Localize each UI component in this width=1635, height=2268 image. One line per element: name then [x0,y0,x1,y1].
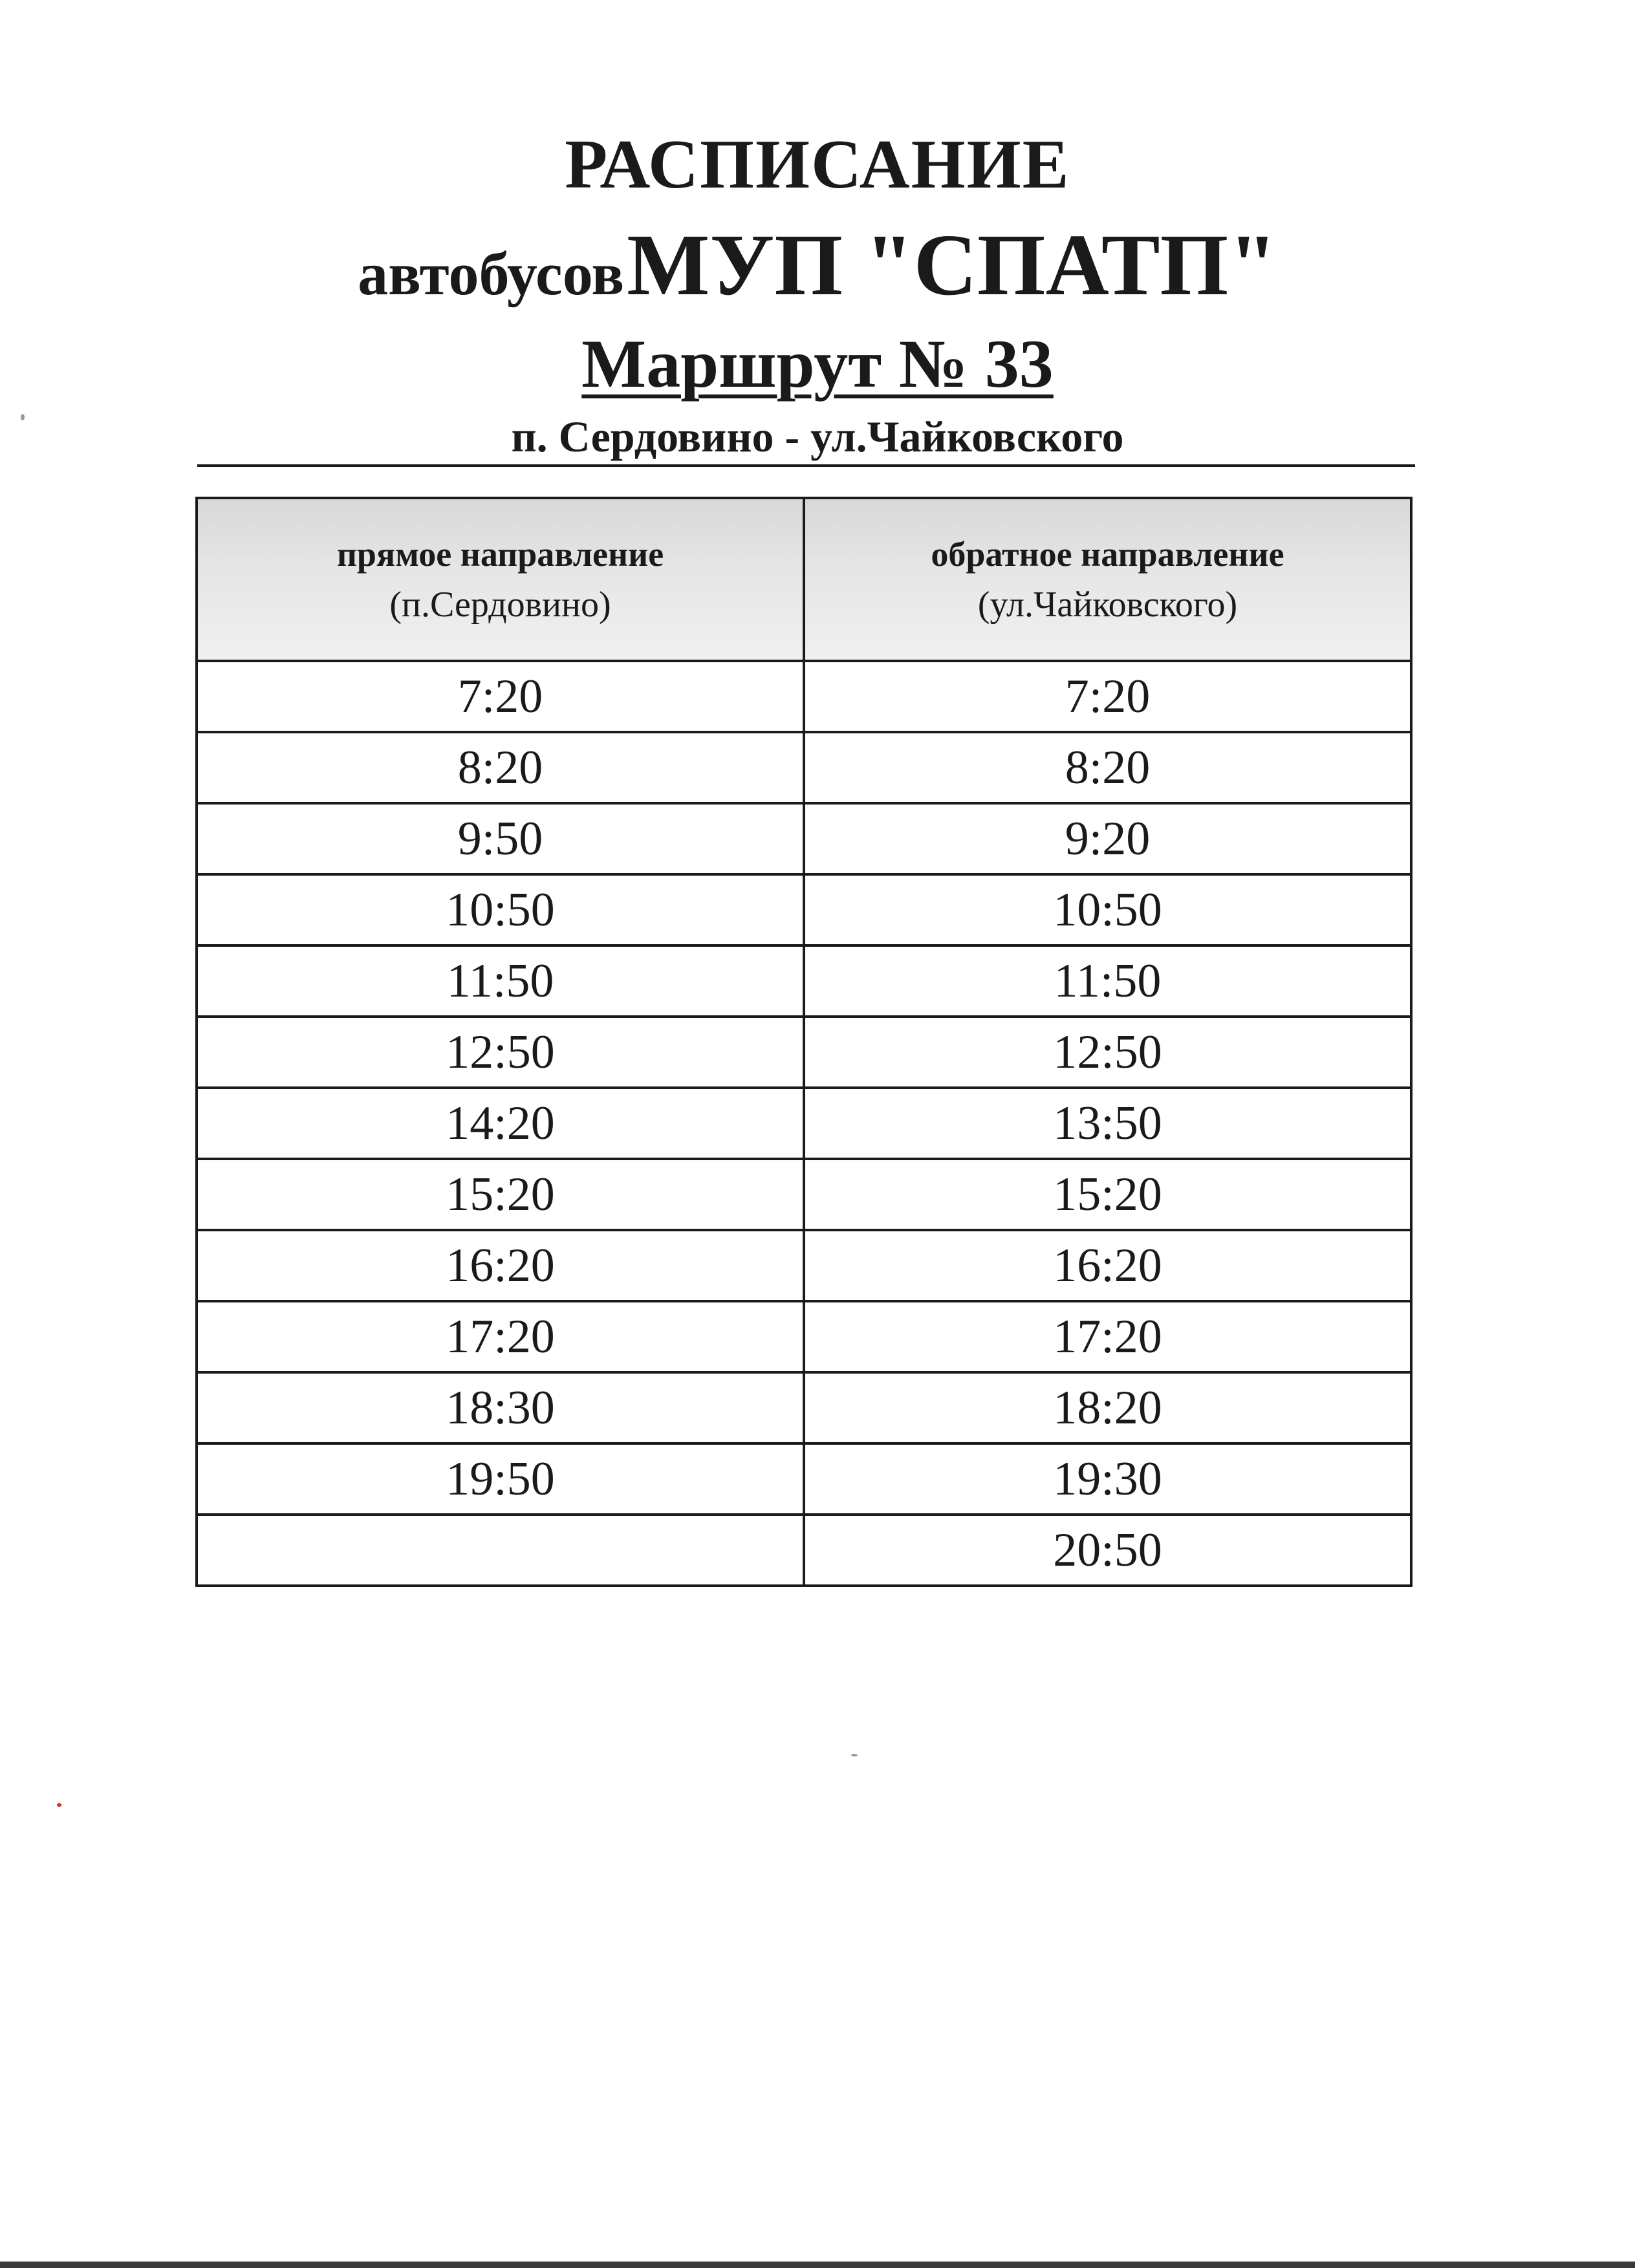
page-title: РАСПИСАНИЕ [565,126,1070,203]
table-row [197,874,1411,945]
header-return [804,498,1411,661]
table-row [197,1443,1411,1515]
table-row [197,945,1411,1017]
header-forward-stop: (п.Сердовино) [389,585,611,625]
header-forward [197,498,804,661]
return-departure-time: 18:20 [804,1372,1411,1443]
scan-speck [851,1754,858,1756]
forward-departure-time: 9:50 [197,803,804,874]
return-departure-time: 20:50 [804,1515,1411,1586]
header-return-title: обратное направление [931,535,1284,574]
return-departure-time: 9:20 [804,803,1411,874]
schedule-body [197,661,1411,1586]
return-departure-time: 11:50 [804,945,1411,1017]
scan-speck [57,1803,61,1807]
table-row [197,1372,1411,1443]
subtitle-prefix: автобусов [358,241,625,308]
return-departure-time: 19:30 [804,1443,1411,1515]
forward-departure-time: 10:50 [197,874,804,945]
route-stops: п. Сердовино - ул.Чайковского [511,412,1124,461]
organization-name: МУП "СПАТП" [627,217,1277,314]
forward-departure-time: 16:20 [197,1230,804,1301]
table-row [197,1159,1411,1230]
table-row [197,1088,1411,1159]
table-row [197,1230,1411,1301]
header-forward-title: прямое направление [336,535,664,574]
schedule-table [195,497,1413,1587]
header-return-stop: (ул.Чайковского) [977,585,1238,625]
return-departure-time: 13:50 [804,1088,1411,1159]
table-row [197,803,1411,874]
forward-departure-time: 19:50 [197,1443,804,1515]
table-row [197,1301,1411,1372]
scan-speck [21,414,25,420]
forward-departure-time: 18:30 [197,1372,804,1443]
forward-departure-time: 11:50 [197,945,804,1017]
return-departure-time: 17:20 [804,1301,1411,1372]
forward-departure-time: 12:50 [197,1017,804,1088]
divider [197,464,1415,467]
forward-departure-time [197,1515,804,1586]
return-departure-time: 15:20 [804,1159,1411,1230]
table-row [197,1017,1411,1088]
return-departure-time: 8:20 [804,732,1411,803]
return-departure-time: 7:20 [804,661,1411,732]
return-departure-time: 16:20 [804,1230,1411,1301]
forward-departure-time: 14:20 [197,1088,804,1159]
return-departure-time: 10:50 [804,874,1411,945]
table-row [197,732,1411,803]
table-header-row [197,498,1411,661]
forward-departure-time: 15:20 [197,1159,804,1230]
forward-departure-time: 8:20 [197,732,804,803]
route-heading [0,322,1635,406]
route-number: Маршрут № 33 [581,326,1054,402]
table-row [197,1515,1411,1586]
forward-departure-time: 17:20 [197,1301,804,1372]
forward-departure-time: 7:20 [197,661,804,732]
table-row [197,661,1411,732]
scan-edge [0,2262,1635,2268]
return-departure-time: 12:50 [804,1017,1411,1088]
page-subtitle [0,217,1635,337]
